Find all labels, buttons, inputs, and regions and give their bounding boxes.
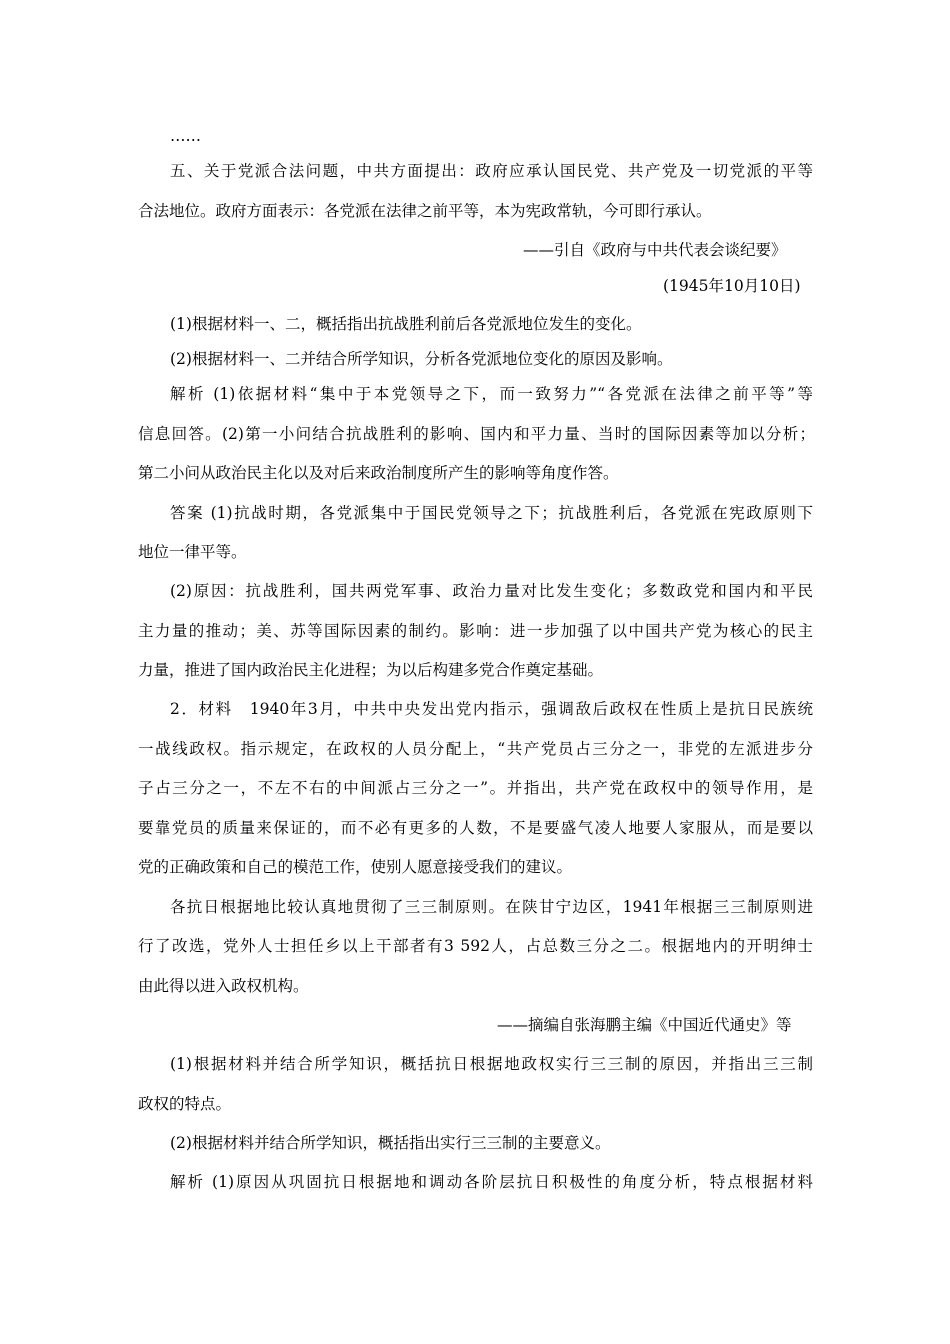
material-text: 2．材料 1940年3月，中共中央发出党内指示，强调敌后政权在性质上是抗日民族统	[170, 700, 813, 718]
analysis-text: 信息回答。(2)第一小问结合抗战胜利的影响、国内和平力量、当时的国际因素等加以分析；	[138, 425, 815, 443]
material-text: 各抗日根据地比较认真地贯彻了三三制原则。在陕甘宁边区，1941年根据三三制原则进	[170, 898, 813, 916]
analysis-text: 第二小问从政治民主化以及对后来政治制度所产生的影响等角度作答。	[138, 464, 619, 482]
answer-text: 力量，推进了国内政治民主化进程；为以后构建多党合作奠定基础。	[138, 661, 604, 679]
source2-citation: ——摘编自张海鹏主编《中国近代通史》等	[497, 1016, 792, 1034]
material-text: 党的正确政策和自己的模范工作，使别人愿意接受我们的建议。	[138, 858, 573, 876]
question-text: (1)根据材料并结合所学知识，概括抗日根据地政权实行三三制的原因，并指出三三制	[170, 1055, 813, 1073]
source1-date: (1945年10月10日)	[663, 277, 801, 295]
question-text: (1)根据材料一、二，概括指出抗战胜利前后各党派地位发生的变化。	[170, 315, 642, 333]
answer-text: (2)原因：抗战胜利，国共两党军事、政治力量对比发生变化；多数政党和国内和平民	[170, 582, 813, 600]
material-text: 要靠党员的质量来保证的，而不必有更多的人数，不是要盛气凌人地要人家服从，而是要以	[138, 819, 813, 837]
question-text: (2)根据材料并结合所学知识，概括指出实行三三制的主要意义。	[170, 1134, 611, 1152]
analysis-text: 解析 (1)原因从巩固抗日根据地和调动各阶层抗日积极性的角度分析，特点根据材料	[170, 1173, 813, 1191]
question-text: 政权的特点。	[138, 1095, 232, 1113]
source1-citation: ——引自《政府与中共代表会谈纪要》	[523, 241, 787, 259]
section5-text: 五、关于党派合法问题，中共方面提出：政府应承认国民党、共产党及一切党派的平等	[170, 162, 813, 180]
ellipsis: ……	[170, 127, 201, 145]
answer-text: 地位一律平等。	[138, 543, 247, 561]
analysis-text: 解析 (1)依据材料“集中于本党领导之下，而一致努力”“各党派在法律之前平等”等	[170, 385, 813, 403]
material-text: 由此得以进入政权机构。	[138, 977, 309, 995]
material-text: 行了改选，党外人士担任乡以上干部者有3 592人，占总数三分之二。根据地内的开明绅士	[138, 937, 813, 955]
material-text: 子占三分之一，不左不右的中间派占三分之一”。并指出，共产党在政权中的领导作用，是	[138, 779, 813, 797]
material-text: 一战线政权。指示规定，在政权的人员分配上，“共产党员占三分之一，非党的左派进步分	[138, 740, 813, 758]
section5-text: 合法地位。政府方面表示：各党派在法律之前平等，本为宪政常轨，今可即行承认。	[138, 202, 712, 220]
answer-text: 答案 (1)抗战时期，各党派集中于国民党领导之下；抗战胜利后，各党派在宪政原则下	[170, 504, 813, 522]
answer-text: 主力量的推动；美、苏等国际因素的制约。影响：进一步加强了以中国共产党为核心的民主	[138, 622, 813, 640]
question-text: (2)根据材料一、二并结合所学知识，分析各党派地位变化的原因及影响。	[170, 350, 673, 368]
